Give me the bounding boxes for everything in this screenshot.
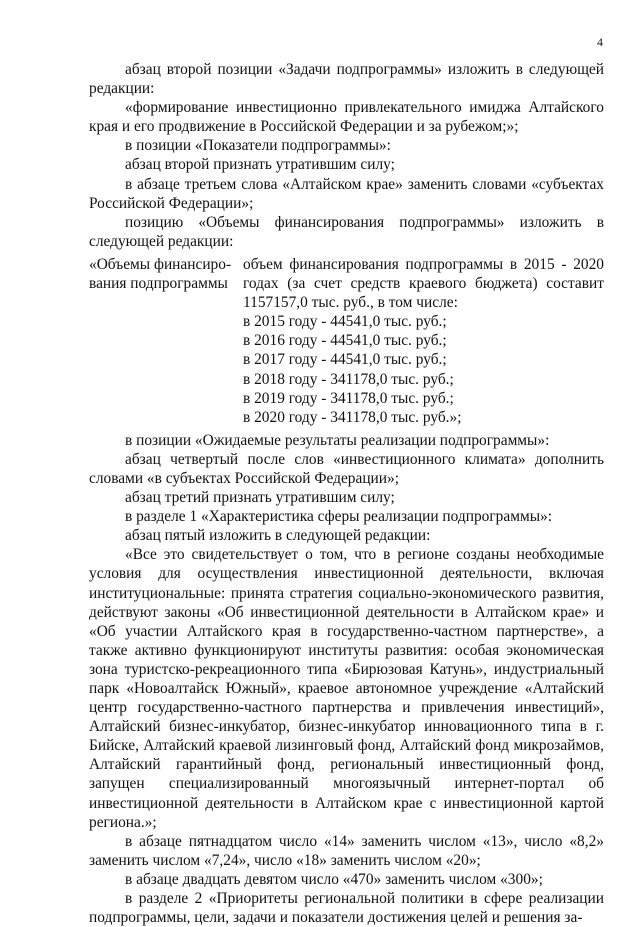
paragraph: абзац пятый изложить в следующей редакции: (125, 527, 431, 545)
paragraph: в абзаце третьем слова «Алтайском крае» заменить словами «субъектах Российской Федерации»; (89, 175, 604, 212)
paragraph: «Все это свидетельствует о том, что в регионе созданы необходимые условия для осуществления инвестиционной деятельности, включая институциональные: принята стратегия социально-экономического развития, действуют законы «Об инвестиционной деятельности в Алтайском крае» и «Об участии Алтайского края в государственно-частном партнерстве», а также активно функционируют институты развития: особая экономическая зона туристско-рекреационного типа «Бирюзовая Катунь», индустриальный парк «Новоалтайск Южный», краевое автономное учреждение «Алтайский центр государственно-частного партнерства и привлечения инвестиций», Алтайский бизнес-инкубатор, бизнес-инкубатор инновационного типа в г. Бийске, Алтайский краевой лизинговый фонд, Алтайский фонд микрозаймов, Алтайский гарантийный фонд, региональный инвестиционный фонд, запущен специализированный многоязычный интернет-портал об инвестиционной деятельности в Алтайском крае с инвестиционной картой региона.»; (89, 546, 604, 831)
paragraph: абзац второй позиции «Задачи подпрограммы» изложить в следующей редакции: (89, 61, 604, 98)
paragraph: в позиции «Показатели подпрограммы»: (125, 137, 391, 155)
paragraph: абзац четвертый после слов «инвестиционного климата» дополнить словами «в субъектах Российской Федерации»; (89, 450, 604, 487)
paragraph: абзац второй признать утратившим силу; (125, 156, 395, 174)
financing-year: в 2017 году - 44541,0 тыс. руб.; (243, 351, 447, 369)
financing-table (89, 255, 604, 427)
financing-label: «Объемы финансиро- вания подпрограммы (89, 255, 232, 293)
paragraph: позицию «Объемы финансирования подпрограммы» изложить в следующей редакции: (89, 213, 604, 250)
financing-year: в 2018 году - 341178,0 тыс. руб.; (243, 370, 454, 388)
financing-content (243, 255, 604, 427)
paragraph: в абзаце двадцать девятом число «470» заменить числом «300»; (125, 870, 543, 888)
paragraph: абзац третий признать утратившим силу; (125, 489, 395, 507)
page-number: 4 (597, 35, 603, 49)
financing-year: в 2015 году - 44541,0 тыс. руб.; (243, 313, 447, 331)
financing-lead: объем финансирования подпрограммы в 2015 - 2020 годах (за счет средств краевого бюджета) составит 1157157,0 тыс. руб., в том числе: (243, 255, 604, 312)
financing-year: в 2019 году - 341178,0 тыс. руб.; (243, 389, 454, 407)
financing-year: в 2020 году - 341178,0 тыс. руб.»; (243, 408, 462, 426)
paragraph: «формирование инвестиционно привлекательного имиджа Алтайского края и его продвижение в Российской Федерации и за рубежом;»; (89, 99, 604, 136)
financing-year: в 2016 году - 44541,0 тыс. руб.; (243, 332, 447, 350)
document-body (89, 60, 604, 927)
paragraph: в разделе 1 «Характеристика сферы реализации подпрограммы»: (125, 508, 552, 526)
paragraph: в позиции «Ожидаемые результаты реализации подпрограммы»: (125, 431, 550, 449)
paragraph: в абзаце пятнадцатом число «14» заменить числом «13», число «8,2» заменить числом «7,24», число «18» заменить числом «20»; (89, 832, 604, 869)
paragraph: в разделе 2 «Приоритеты региональной политики в сфере реализации подпрограммы, цели, задачи и показатели достижения целей и решения за- (89, 890, 604, 927)
